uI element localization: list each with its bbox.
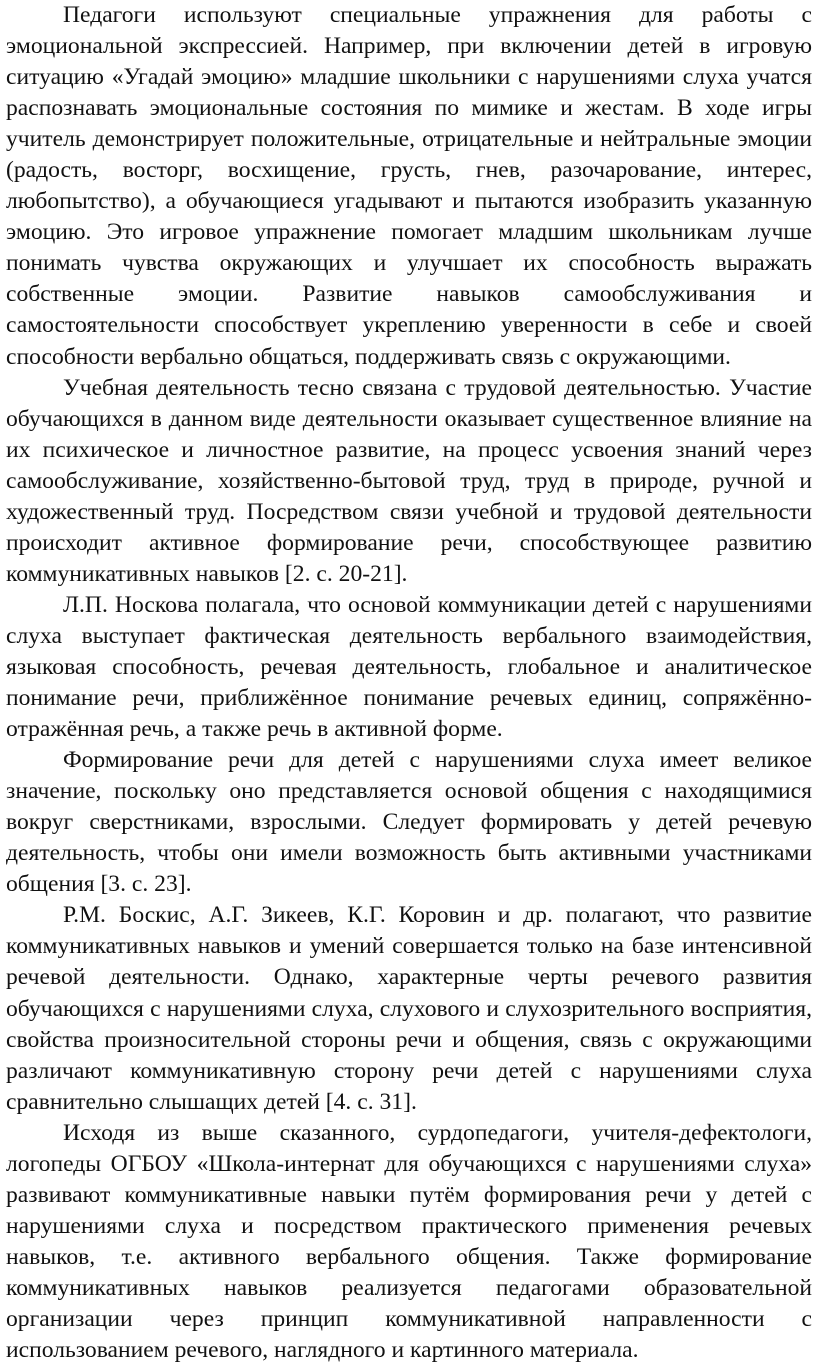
paragraph-speech-formation: Формирование речи для детей с нарушениями слуха имеет великое значение, поскольку оно представляется основой общения с находящимися вокруг сверстниками, взрослыми. Следует формировать у детей речевую деятельность, чтобы они имели возможность быть активными участниками общения [3. с. 23]. — [6, 747, 812, 898]
paragraph-noskova: Л.П. Носкова полагала, что основой коммуникации детей с нарушениями слуха выступает фактическая деятельность вербального взаимодействия, языковая способность, речевая деятельность, глобальное и аналитическое понимание речи, приближённое понимание речевых единиц, сопряжённо-отражённая речь, а также речь в активной форме. — [6, 591, 812, 743]
paragraph-conclusion: Исходя из выше сказанного, сурдопедагоги, учителя-дефектологи, логопеды ОГБОУ «Школа-интернат для обучающихся с нарушениями слуха» развивают коммуникативные навыки путём формирования речи у детей с нарушениями слуха и посредством практического применения речевых навыков, т.е. активного вербального общения. Также формирование коммуникативных навыков реализуется педагогами образовательной организации через принцип коммуникативной направленности с использованием речевого, наглядного и картинного материала. — [6, 1119, 812, 1364]
paragraph-emotional-expression: Педагоги используют специальные упражнения для работы с эмоциональной экспрессией. Например, при включении детей в игровую ситуацию «Угадай эмоцию» младшие школьники с нарушениями слуха учатся распознавать эмоциональные состояния по мимике и жестам. В ходе игры учитель демонстрирует положительные, отрицательные и нейтральные эмоции (радость, восторг, восхищение, грусть, гнев, разочарование, интерес, любопытство), а обучающиеся угадывают и пытаются изобразить указанную эмоцию. Это игровое упражнение помогает младшим школьникам лучше понимать чувства окружающих и улучшает их способность выражать собственные эмоции. Развитие навыков самообслуживания и самостоятельности способствует укреплению уверенности в себе и своей способности вербально общаться, поддерживать связь с окружающими. — [6, 2, 812, 370]
paragraph-labor-activity: Учебная деятельность тесно связана с трудовой деятельностью. Участие обучающихся в данном виде деятельности оказывает существенное влияние на их психическое и личностное развитие, на процесс усвоения знаний через самообслуживание, хозяйственно-бытовой труд, труд в природе, ручной и художественный труд. Посредством связи учебной и трудовой деятельности происходит активное формирование речи, способствующее развитию коммуникативных навыков [2. с. 20-21]. — [6, 374, 812, 587]
paragraph-boskis-zikeev-korovin: Р.М. Боскис, А.Г. Зикеев, К.Г. Коровин и др. полагают, что развитие коммуникативных навыков и умений совершается только на базе интенсивной речевой деятельности. Однако, характерные черты речевого развития обучающихся с нарушениями слуха, слухового и слухозрительного восприятия, свойства произносительной стороны речи и общения, связь с окружающими различают коммуникативную сторону речи детей с нарушениями слуха сравнительно слышащих детей [4. с. 31]. — [6, 902, 812, 1115]
